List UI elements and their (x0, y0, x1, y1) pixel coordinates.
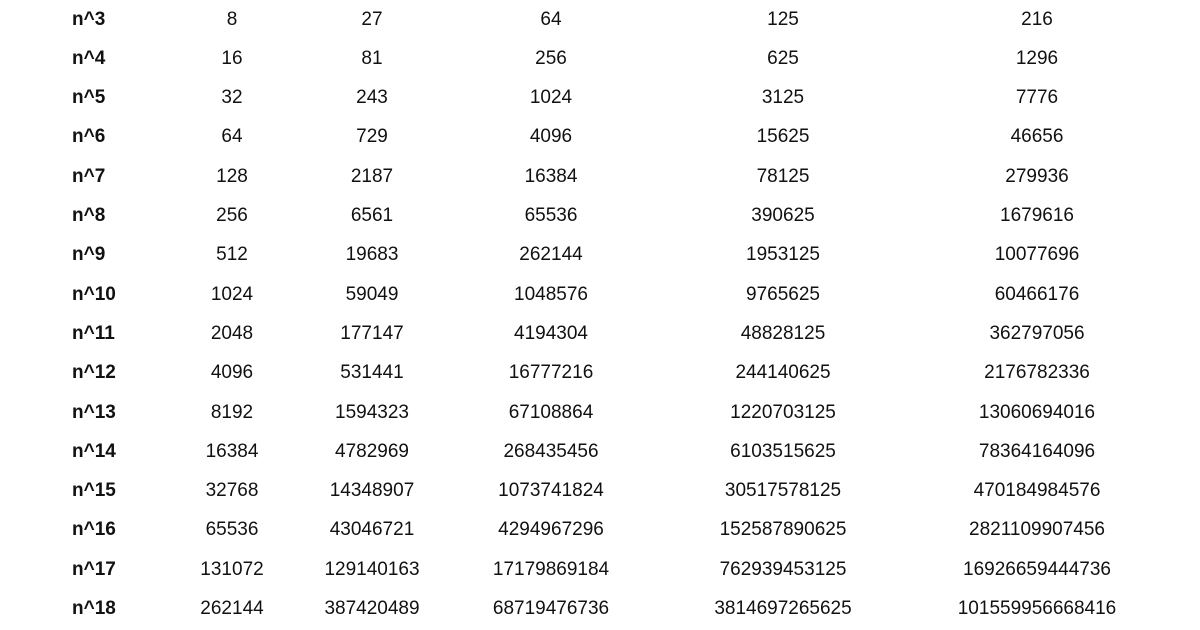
table-cell: 470184984576 (973, 480, 1101, 502)
table-cell: 8192 (210, 401, 254, 423)
table-cell: 27 (361, 8, 383, 30)
table-cell: 2821109907456 (969, 519, 1105, 541)
table-cell: 531441 (340, 362, 404, 384)
table-cell: 68719476736 (492, 598, 610, 619)
table-cell: 19683 (345, 244, 399, 266)
table-row (0, 196, 1200, 235)
table-cell: 59049 (345, 283, 399, 305)
table-cell: 244140625 (735, 362, 831, 384)
table-cell: 78125 (756, 165, 810, 187)
table-cell: 3814697265625 (714, 598, 852, 619)
table-row (0, 39, 1200, 78)
table-cell: 16384 (205, 440, 259, 462)
table-cell: 16777216 (508, 362, 594, 384)
table-row (0, 0, 1200, 39)
table-cell: 262144 (200, 598, 264, 619)
table-row (0, 550, 1200, 589)
table-cell: 131072 (200, 558, 264, 580)
table-cell: 32768 (205, 480, 259, 502)
table-cell: 4294967296 (498, 519, 604, 541)
table-cell: 65536 (205, 519, 259, 541)
table-cell: 1024 (529, 87, 573, 109)
table-cell: 32 (221, 87, 243, 109)
row-label: n^9 (72, 244, 106, 266)
row-label: n^8 (72, 205, 106, 226)
table-row (0, 589, 1200, 628)
table-cell: 43046721 (329, 519, 415, 541)
table-cell: 3125 (761, 87, 805, 109)
table-row (0, 393, 1200, 432)
table-cell: 101559956668416 (957, 598, 1117, 619)
table-cell: 216 (1021, 8, 1053, 30)
table-cell: 1024 (210, 283, 254, 305)
table-cell: 13060694016 (978, 401, 1096, 423)
table-cell: 4194304 (514, 322, 588, 344)
table-cell: 6103515625 (730, 440, 836, 462)
table-cell: 129140163 (324, 558, 420, 580)
row-label: n^16 (72, 519, 116, 541)
row-label: n^10 (72, 283, 116, 305)
table-cell: 177147 (340, 322, 404, 344)
table-cell: 9765625 (746, 283, 820, 305)
table-cell: 387420489 (324, 598, 420, 619)
table-cell: 15625 (756, 126, 810, 148)
table-cell: 14348907 (329, 480, 415, 502)
table-cell: 65536 (524, 205, 578, 226)
table-cell: 16384 (524, 165, 578, 187)
table-cell: 256 (535, 47, 567, 69)
table-cell: 762939453125 (719, 558, 847, 580)
row-label: n^6 (72, 126, 106, 148)
table-cell: 4096 (210, 362, 254, 384)
table-cell: 81 (361, 47, 383, 69)
table-cell: 243 (356, 87, 388, 109)
table-cell: 60466176 (994, 283, 1080, 305)
table-cell: 512 (216, 244, 248, 266)
table-cell: 268435456 (503, 440, 599, 462)
table-cell: 2176782336 (984, 362, 1090, 384)
row-label: n^7 (72, 165, 106, 187)
table-cell: 362797056 (989, 322, 1085, 344)
row-label: n^12 (72, 362, 116, 384)
table-row (0, 275, 1200, 314)
row-label: n^4 (72, 47, 106, 69)
row-label: n^13 (72, 401, 116, 423)
table-row (0, 471, 1200, 510)
table-cell: 1073741824 (498, 480, 604, 502)
table-cell: 17179869184 (492, 558, 610, 580)
row-label: n^3 (72, 8, 106, 30)
table-cell: 1594323 (335, 401, 409, 423)
table-cell: 625 (767, 47, 799, 69)
table-cell: 256 (216, 205, 248, 226)
row-label: n^17 (72, 558, 116, 580)
table-cell: 7776 (1015, 87, 1059, 109)
row-label: n^15 (72, 480, 116, 502)
table-cell: 1220703125 (730, 401, 836, 423)
table-row (0, 432, 1200, 471)
table-cell: 729 (356, 126, 388, 148)
table-cell: 10077696 (994, 244, 1080, 266)
table-cell: 30517578125 (724, 480, 842, 502)
table-cell: 78364164096 (978, 440, 1096, 462)
table-cell: 48828125 (740, 322, 826, 344)
table-cell: 1679616 (1000, 205, 1074, 226)
table-row (0, 314, 1200, 353)
table-row (0, 78, 1200, 117)
table-cell: 1048576 (514, 283, 588, 305)
table-cell: 128 (216, 165, 248, 187)
table-cell: 64 (221, 126, 243, 148)
table-row (0, 510, 1200, 549)
table-cell: 1296 (1015, 47, 1059, 69)
table-cell: 16926659444736 (963, 558, 1111, 580)
table-row (0, 353, 1200, 392)
table-cell: 2187 (350, 165, 394, 187)
table-cell: 390625 (751, 205, 815, 226)
table-cell: 64 (540, 8, 562, 30)
table-cell: 4782969 (335, 440, 409, 462)
table-cell: 1953125 (746, 244, 820, 266)
row-label: n^5 (72, 87, 106, 109)
table-cell: 262144 (519, 244, 583, 266)
table-cell: 152587890625 (719, 519, 847, 541)
table-cell: 16 (221, 47, 243, 69)
table-cell: 4096 (529, 126, 573, 148)
table-cell: 279936 (1005, 165, 1069, 187)
table-cell: 46656 (1010, 126, 1064, 148)
table-cell: 8 (226, 8, 238, 30)
table-cell: 6561 (350, 205, 394, 226)
row-label: n^18 (72, 598, 116, 619)
table-cell: 2048 (210, 322, 254, 344)
table-cell: 125 (767, 8, 799, 30)
table-row (0, 157, 1200, 196)
table-row (0, 117, 1200, 156)
table-row (0, 235, 1200, 274)
row-label: n^14 (72, 440, 116, 462)
row-label: n^11 (72, 322, 115, 344)
table-cell: 67108864 (508, 401, 594, 423)
